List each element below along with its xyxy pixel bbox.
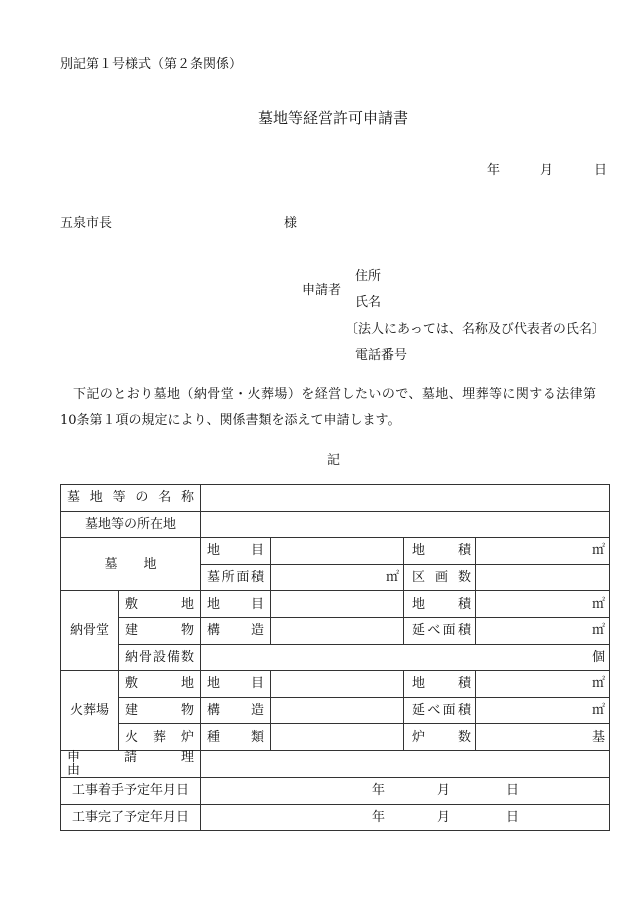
cemetery-plot-count-value (476, 564, 610, 591)
applicant-label: 申請者 (302, 283, 342, 298)
table-row (61, 777, 610, 804)
ossuary-land-area-unit: ㎡ (476, 591, 610, 618)
date-month-unit: 月 (437, 809, 451, 825)
applicant-name-label: 氏名 (355, 295, 382, 310)
ossuary-floor-area-label: 延べ面積 (404, 617, 476, 644)
application-reason-value (201, 750, 610, 777)
cemetery-land-area-unit: ㎡ (476, 538, 610, 565)
date-month-unit: 月 (437, 783, 451, 799)
table-row (61, 644, 610, 671)
cemetery-land-category-label: 地 目 (201, 538, 271, 565)
crematorium-land-category-value (271, 671, 404, 698)
cemetery-land-area-label: 地 積 (404, 538, 476, 565)
crematorium-land-area-unit: ㎡ (476, 671, 610, 698)
facility-location-label: 墓地等の所在地 (61, 511, 201, 538)
body-text-line-2: 10条第１項の規定により、関係書類を添えて申請します。 (60, 413, 401, 428)
table-row (61, 485, 610, 512)
construction-start-label: 工事着手予定年月日 (61, 777, 201, 804)
crematorium-building-label: 建 物 (119, 697, 201, 724)
construction-start-date-value (201, 777, 610, 804)
cemetery-land-category-value (271, 538, 404, 565)
ossuary-facility-count-unit: 個 (201, 644, 610, 671)
application-reason-label: 申 請 理 由 (61, 750, 201, 777)
date-day-unit: 日 (506, 809, 520, 825)
crematorium-furnace-count-label: 炉 数 (404, 724, 476, 751)
table-row (61, 697, 610, 724)
form-number: 別記第１号様式（第２条関係） (60, 57, 243, 72)
ossuary-facility-count-label: 納骨設備数 (119, 644, 201, 671)
body-text-line-1: 下記のとおり墓地（納骨堂・火葬場）を経営したいので、墓地、埋葬等に関する法律第 (73, 387, 596, 402)
crematorium-site-label: 敷 地 (119, 671, 201, 698)
date-day-label: 日 (594, 163, 608, 178)
cemetery-plot-count-label: 区 画 数 (404, 564, 476, 591)
table-row (61, 724, 610, 751)
cemetery-plot-area-unit: ㎡ (271, 564, 404, 591)
table-row (61, 591, 610, 618)
table-row (61, 538, 610, 565)
cemetery-plot-area-label: 墓所面積 (201, 564, 271, 591)
crematorium-floor-area-unit: ㎡ (476, 697, 610, 724)
table-row (61, 671, 610, 698)
facility-name-value (201, 485, 610, 512)
crematorium-furnace-type-value (271, 724, 404, 751)
ossuary-land-area-label: 地 積 (404, 591, 476, 618)
addressee-honorific: 様 (284, 216, 298, 231)
form-title: 墓地等経営許可申請書 (257, 109, 408, 127)
crematorium-structure-label: 構 造 (201, 697, 271, 724)
date-day-unit: 日 (506, 783, 520, 799)
ossuary-building-label: 建 物 (119, 617, 201, 644)
ossuary-label: 納骨堂 (61, 591, 119, 671)
crematorium-land-category-label: 地 目 (201, 671, 271, 698)
crematorium-furnace-type-label: 種 類 (201, 724, 271, 751)
ki-heading: 記 (327, 453, 341, 468)
date-year-unit: 年 (372, 783, 386, 799)
ossuary-structure-value (271, 617, 404, 644)
date-year-unit: 年 (372, 809, 386, 825)
crematorium-furnace-count-unit: 基 (476, 724, 610, 751)
crematorium-floor-area-label: 延べ面積 (404, 697, 476, 724)
construction-end-date-value (201, 804, 610, 831)
date-year-label: 年 (487, 163, 501, 178)
cemetery-label: 墓 地 (61, 538, 201, 591)
applicant-address-label: 住所 (355, 269, 382, 284)
ossuary-site-label: 敷 地 (119, 591, 201, 618)
application-table (60, 484, 610, 831)
ossuary-land-category-value (271, 591, 404, 618)
table-row (61, 804, 610, 831)
ossuary-land-category-label: 地 目 (201, 591, 271, 618)
crematorium-furnace-label: 火 葬 炉 (119, 724, 201, 751)
applicant-corporate-note: 〔法人にあっては、名称及び代表者の氏名〕 (345, 322, 605, 337)
ossuary-structure-label: 構 造 (201, 617, 271, 644)
facility-name-label: 墓 地 等 の 名 称 (61, 485, 201, 512)
construction-end-label: 工事完了予定年月日 (61, 804, 201, 831)
ossuary-floor-area-unit: ㎡ (476, 617, 610, 644)
crematorium-land-area-label: 地 積 (404, 671, 476, 698)
applicant-phone-label: 電話番号 (355, 348, 408, 363)
table-row (61, 511, 610, 538)
date-month-label: 月 (540, 163, 554, 178)
crematorium-structure-value (271, 697, 404, 724)
addressee-name: 五泉市長 (60, 216, 113, 231)
table-row (61, 750, 610, 777)
facility-location-value (201, 511, 610, 538)
table-row (61, 617, 610, 644)
crematorium-label: 火葬場 (61, 671, 119, 751)
